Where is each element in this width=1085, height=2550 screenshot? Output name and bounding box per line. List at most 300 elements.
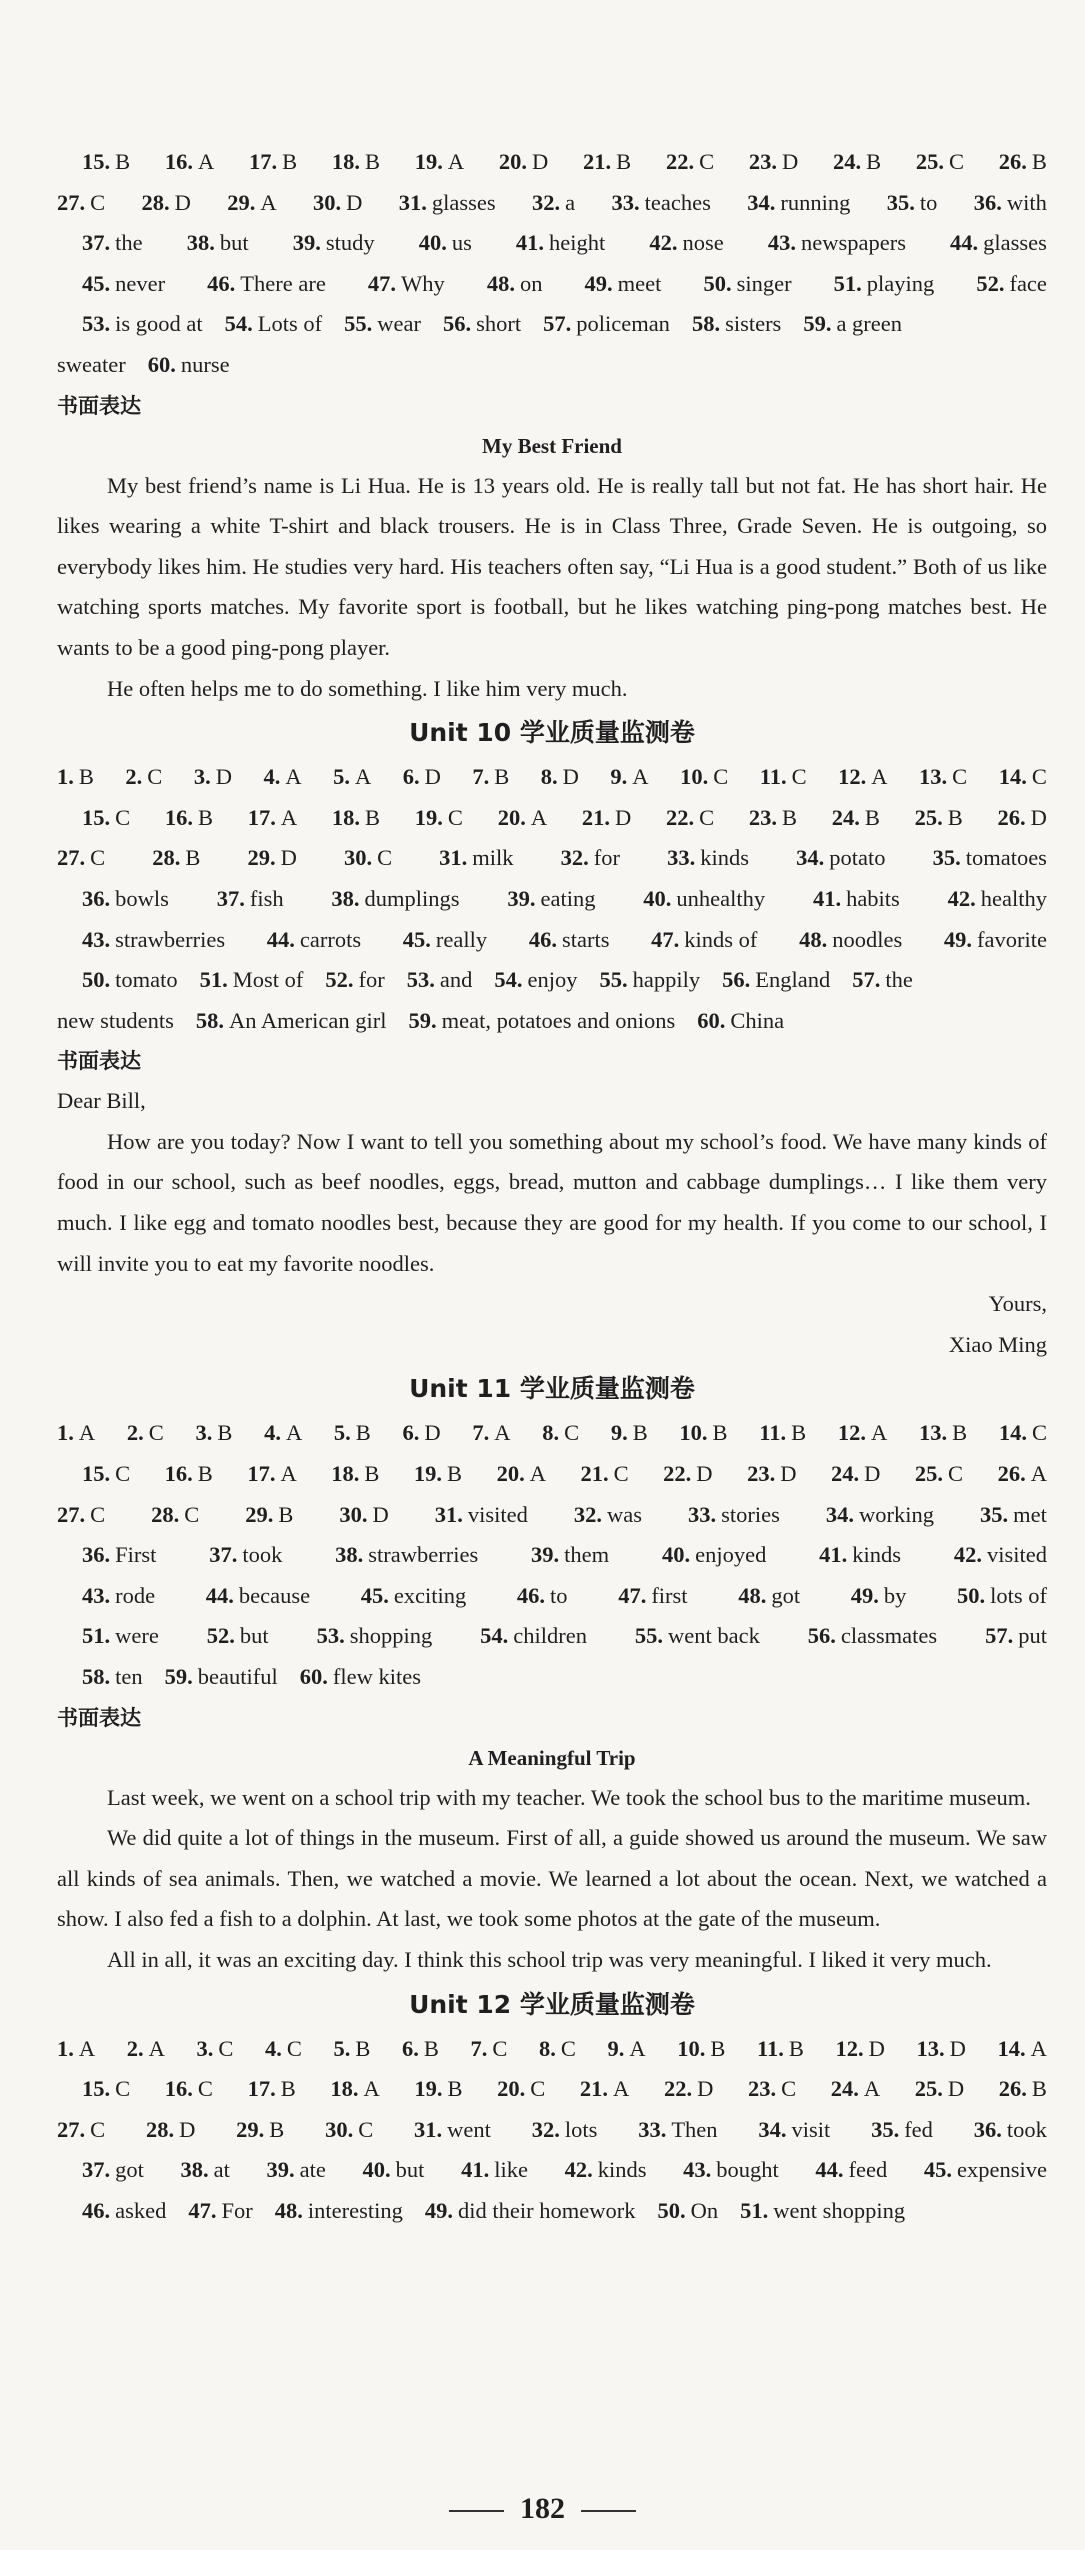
answer-item [419, 223, 472, 264]
answer-item [638, 2110, 717, 2151]
answer-number: 55. [344, 311, 373, 337]
answer-number: 13. [919, 764, 948, 790]
answer-item [997, 2029, 1046, 2070]
answer-number: 39. [531, 1542, 560, 1568]
answer-item [82, 2191, 166, 2232]
answer-row [57, 264, 1047, 305]
answer-text: noodles [832, 926, 903, 952]
answer-text: feed [848, 2157, 888, 2183]
answer-number: 11. [759, 764, 787, 790]
answer-row [57, 920, 1047, 961]
answer-item [403, 920, 487, 961]
answer-text: B [365, 149, 381, 174]
answer-item [57, 183, 105, 224]
answer-text: C [148, 1420, 164, 1446]
answer-item [209, 1535, 282, 1576]
answer-item [740, 2191, 905, 2232]
answer-item [82, 879, 169, 920]
answer-text: did their homework [457, 2197, 636, 2223]
answer-number: 52. [325, 967, 354, 993]
answer-text: Most of [232, 967, 304, 993]
answer-number: 7. [472, 1420, 490, 1446]
answer-item [747, 1454, 796, 1495]
answer-text: for [358, 967, 385, 993]
answer-item [916, 142, 964, 183]
answer-number: 50. [956, 1582, 986, 1608]
answer-item [722, 960, 830, 1001]
answer-number: 41. [812, 885, 842, 911]
answer-text: A [285, 764, 302, 790]
answer-text: A [529, 1461, 546, 1487]
answer-number: 10. [680, 764, 709, 790]
answer-item [267, 920, 361, 961]
answer-text: enjoyed [695, 1542, 767, 1568]
answer-item [443, 304, 521, 345]
answer-text: D [280, 845, 297, 871]
answer-number: 57. [852, 967, 881, 993]
answer-number: 2. [126, 1420, 144, 1446]
answer-item [331, 1454, 379, 1495]
answer-text: Then [671, 2116, 718, 2142]
answer-text: D [1030, 804, 1047, 830]
answer-item [333, 2029, 370, 2070]
answer-text: D [949, 2035, 966, 2061]
answer-number: 48. [486, 270, 515, 296]
unit11-answer-block [57, 1413, 1047, 1697]
answer-number: 4. [263, 764, 281, 790]
unit12-heading: Unit 12 学业质量监测卷 [409, 1989, 695, 2019]
answer-number: 19. [414, 149, 443, 174]
answer-number: 21. [583, 149, 612, 174]
answer-item [125, 757, 162, 798]
answer-text: singer [736, 270, 792, 296]
answer-number: 5. [333, 2035, 351, 2061]
answer-item [831, 1454, 880, 1495]
answer-text: B [365, 804, 381, 830]
answer-item [919, 757, 967, 798]
answer-text: B [864, 804, 880, 830]
answer-number: 6. [401, 2035, 419, 2061]
answer-item [206, 1576, 310, 1617]
answer-number: 17. [247, 1461, 276, 1487]
answer-item [248, 798, 297, 839]
answer-text: habits [846, 885, 900, 911]
answer-text: playing [866, 270, 935, 296]
answer-item [399, 183, 496, 224]
answer-item [813, 879, 900, 920]
answer-number: 37. [209, 1542, 238, 1568]
answer-number: 38. [186, 230, 215, 256]
answer-item [834, 264, 935, 305]
answer-text: B [78, 764, 94, 790]
answer-item [950, 223, 1047, 264]
answer-text: B [355, 1420, 371, 1446]
answer-text: milk [472, 845, 514, 871]
answer-item [472, 757, 509, 798]
answer-text: C [948, 149, 964, 174]
essay-paragraph: We did quite a lot of things in the museum. First of all, a guide showed us around the museum. We saw all kinds of sea animals. Then, we watched a movie. We learned a lot about the ocean. Next, we watched a show. I also fed a fish to a dolphin. At last, we took some photos at the gate of the museum. [57, 1825, 1047, 1932]
answer-text: dumplings [364, 885, 460, 911]
answer-item [247, 838, 296, 879]
essay-title: A Meaningful Trip [468, 1745, 636, 1770]
answer-row [57, 142, 1047, 183]
answer-text: B [198, 804, 214, 830]
answer-item [57, 2029, 95, 2070]
answer-item [165, 142, 214, 183]
answer-number: 52. [206, 1623, 235, 1649]
answer-number: 11. [756, 2035, 784, 2061]
answer-number: 13. [916, 2035, 945, 2061]
answer-text: kinds [700, 845, 750, 871]
answer-text: C [447, 804, 463, 830]
answer-item [697, 1001, 784, 1042]
answer-number: 58. [82, 1664, 111, 1689]
answer-item [247, 1454, 296, 1495]
answer-number: 10. [677, 2035, 706, 2061]
answer-item [998, 1454, 1047, 1495]
answer-number: 12. [838, 764, 867, 790]
answer-item [267, 2150, 326, 2191]
answer-number: 36. [82, 1542, 111, 1568]
answer-number: 56. [722, 967, 751, 993]
answer-text: but [395, 2157, 425, 2183]
answer-item [344, 304, 421, 345]
answer-number: 16. [164, 804, 194, 830]
answer-text: D [696, 1461, 713, 1487]
answer-text: A [78, 2035, 96, 2061]
answer-text: C [90, 1501, 106, 1527]
answer-text: A [78, 1420, 96, 1446]
answer-number: 29. [247, 845, 276, 871]
answer-item [543, 304, 670, 345]
page-number-dash [581, 2510, 636, 2512]
answer-item [407, 960, 473, 1001]
answer-item [680, 757, 728, 798]
answer-item [677, 2029, 725, 2070]
answer-row [57, 1495, 1047, 1536]
answer-item [472, 1413, 510, 1454]
answer-text: and [439, 967, 473, 993]
answer-item [263, 757, 301, 798]
answer-text: An American girl [229, 1007, 387, 1033]
answer-text: A [198, 149, 215, 174]
answer-text: visited [986, 1542, 1047, 1568]
answer-number: 19. [414, 2076, 443, 2102]
answer-number: 16. [164, 2076, 193, 2102]
answer-number: 56. [807, 1623, 836, 1649]
answer-number: 49. [943, 926, 973, 952]
answer-number: 36. [973, 189, 1002, 215]
answer-text: first [651, 1582, 688, 1608]
answer-text: D [947, 2076, 965, 2102]
answer-number: 51. [833, 270, 862, 296]
answer-number: 41. [461, 2157, 490, 2183]
answer-text: Lots of [257, 311, 323, 337]
answer-item [565, 2150, 647, 2191]
answer-number: 25. [914, 804, 943, 830]
answer-text: C [197, 2076, 213, 2102]
answer-text: shopping [349, 1623, 433, 1649]
answer-item [749, 142, 798, 183]
answer-number: 50. [657, 2197, 686, 2223]
answer-item [408, 1001, 675, 1042]
answer-number: 33. [667, 845, 696, 871]
answer-text: B [217, 1420, 233, 1446]
answer-text: but [219, 230, 249, 256]
answer-text: newspapers [800, 230, 906, 256]
answer-number: 53. [316, 1623, 345, 1649]
answer-text: exciting [393, 1582, 467, 1608]
answer-text: C [184, 1501, 200, 1527]
answer-item [402, 2029, 439, 2070]
answer-number: 21. [580, 1461, 609, 1487]
answer-text: study [325, 230, 375, 256]
answer-number: 27. [57, 2116, 86, 2142]
answer-number: 55. [634, 1623, 664, 1649]
answer-text: C [699, 149, 715, 174]
answer-number: 57. [985, 1623, 1014, 1649]
answer-row [57, 1535, 1047, 1576]
answer-number: 46. [82, 2197, 111, 2223]
answer-text: C [147, 764, 163, 790]
answer-text: height [549, 230, 606, 256]
answer-number: 19. [413, 1461, 443, 1487]
answer-item [313, 183, 362, 224]
answer-number: 39. [507, 885, 536, 911]
answer-text: face [1009, 270, 1047, 296]
answer-text: because [238, 1582, 311, 1608]
answer-number: 11. [759, 1420, 787, 1446]
answer-item [82, 1535, 156, 1576]
answer-item [236, 2110, 284, 2151]
answer-text: C [115, 804, 131, 830]
answer-row [57, 2029, 1047, 2070]
answer-item [195, 1413, 232, 1454]
answer-text: D [215, 764, 232, 790]
answer-text: B [952, 1420, 968, 1446]
answer-number: 25. [914, 1461, 944, 1487]
answer-item [948, 879, 1047, 920]
answer-text: healthy [980, 885, 1047, 911]
letter-closing: Yours, [988, 1291, 1047, 1317]
answer-item [248, 2069, 296, 2110]
answer-number: 22. [665, 149, 695, 174]
answer-text: C [1031, 764, 1047, 790]
answer-number: 37. [82, 230, 111, 256]
answer-text: D [781, 149, 799, 174]
answer-number: 7. [470, 2035, 488, 2061]
answer-item [974, 183, 1047, 224]
answer-text: A [629, 2035, 646, 2061]
answer-number: 54. [480, 1623, 509, 1649]
answer-number: 1. [57, 2035, 74, 2061]
answer-text: potato [829, 845, 886, 871]
answer-item [692, 304, 781, 345]
answer-text: classmates [840, 1623, 938, 1649]
answer-text: B [947, 804, 963, 830]
answer-number: 39. [292, 230, 321, 256]
answer-number: 59. [803, 311, 832, 337]
answer-item [82, 304, 203, 345]
answer-row [57, 304, 1047, 345]
answer-text: beautiful [197, 1664, 278, 1689]
answer-number: 28. [141, 189, 170, 215]
answer-number: 54. [494, 967, 523, 993]
answer-item [82, 960, 178, 1001]
answer-item [532, 2110, 598, 2151]
answer-number: 15. [82, 2076, 111, 2102]
answer-row [57, 1413, 1047, 1454]
answer-item [82, 2069, 130, 2110]
answer-item [803, 304, 902, 345]
answer-item [703, 264, 791, 305]
answer-item [600, 960, 701, 1001]
answer-item [403, 1413, 441, 1454]
answer-number: 25. [915, 149, 944, 174]
answer-text: happily [632, 967, 701, 993]
answer-item [738, 1576, 800, 1617]
answer-item [363, 2150, 425, 2191]
answer-number: 31. [398, 189, 427, 215]
answer-number: 18. [331, 804, 361, 830]
answer-number: 47. [367, 270, 397, 296]
answer-text: A [871, 764, 888, 790]
answer-text: D [868, 2035, 885, 2061]
answer-text: C [952, 764, 968, 790]
answer-item [760, 757, 807, 798]
answer-number: 40. [418, 230, 447, 256]
answer-number: 17. [247, 804, 276, 830]
unit10-answer-block [57, 757, 1047, 1041]
answer-number: 59. [408, 1007, 437, 1033]
answer-text: a green [836, 311, 903, 337]
answer-item [181, 2150, 230, 2191]
answer-number: 46. [516, 1582, 546, 1608]
answer-item [425, 2191, 636, 2232]
answer-number: 23. [748, 804, 777, 830]
answer-item [415, 798, 463, 839]
answer-text: enjoy [527, 967, 578, 993]
answer-text: B [791, 1420, 807, 1446]
answer-text: C [286, 2035, 302, 2061]
answer-item [497, 2069, 545, 2110]
answer-item [517, 1576, 568, 1617]
answer-number: 30. [313, 189, 342, 215]
answer-number: 23. [748, 149, 777, 174]
unit11-heading: Unit 11 学业质量监测卷 [409, 1374, 695, 1404]
answer-number: 46. [528, 926, 557, 952]
answer-item [666, 142, 714, 183]
answer-item [757, 2029, 804, 2070]
answer-text: a [565, 189, 576, 215]
answer-text: got [771, 1582, 801, 1608]
answer-number: 51. [199, 967, 228, 993]
answer-row [57, 1576, 1047, 1617]
answer-item [832, 798, 880, 839]
answer-text: put [1018, 1623, 1047, 1649]
answer-text: B [197, 1461, 213, 1487]
answer-row [57, 223, 1047, 264]
page-number-value: 182 [520, 2492, 565, 2525]
answer-number: 21. [581, 804, 610, 830]
answer-text: but [239, 1623, 269, 1649]
answer-number: 16. [164, 1461, 193, 1487]
answer-number: 48. [274, 2197, 303, 2223]
answer-text: on [519, 270, 543, 296]
writing-label: 书面表达 [57, 393, 141, 418]
answer-item [82, 2150, 144, 2191]
answer-item [611, 1413, 648, 1454]
answer-item [610, 757, 648, 798]
answer-item [146, 2110, 195, 2151]
answer-number: 54. [224, 311, 253, 337]
answer-number: 43. [82, 1582, 111, 1608]
answer-text: flew kites [332, 1664, 421, 1689]
answer-text: A [494, 1420, 511, 1446]
answer-text: B [710, 2035, 726, 2061]
answer-item [487, 264, 543, 305]
answer-item [187, 223, 249, 264]
answer-number: 17. [247, 2076, 276, 2102]
answer-number: 38. [335, 1542, 364, 1568]
answer-item [344, 838, 392, 879]
answer-item [142, 183, 191, 224]
answer-number: 28. [152, 845, 181, 871]
page-content [57, 142, 1047, 2232]
answer-text: really [435, 926, 488, 952]
answer-text: was [607, 1501, 643, 1527]
answer-number: 27. [57, 189, 86, 215]
answer-text: D [179, 2116, 196, 2142]
answer-number: 44. [266, 926, 295, 952]
answer-item [954, 1535, 1047, 1576]
answer-text: C [560, 2035, 576, 2061]
answer-row [57, 2150, 1047, 2191]
answer-item [331, 879, 459, 920]
answer-item [148, 345, 230, 386]
answer-text: teaches [644, 189, 711, 215]
answer-item [758, 2110, 830, 2151]
answer-item [580, 2069, 629, 2110]
writing-label: 书面表达 [57, 1049, 141, 1074]
answer-item [539, 2029, 576, 2070]
answer-item [217, 879, 284, 920]
answer-item [583, 142, 631, 183]
answer-number: 40. [362, 2157, 391, 2183]
answer-number: 23. [747, 1461, 776, 1487]
answer-number: 42. [947, 885, 976, 911]
answer-text: C [613, 1461, 629, 1487]
answer-text: A [363, 2076, 380, 2102]
answer-number: 31. [439, 845, 468, 871]
answer-item [82, 142, 130, 183]
answer-text: like [494, 2157, 528, 2183]
answer-text: B [632, 1420, 648, 1446]
answer-text: B [447, 1461, 463, 1487]
answer-text: to [919, 189, 938, 215]
answer-item [747, 183, 850, 224]
answer-item [507, 879, 595, 920]
answer-item [127, 1413, 164, 1454]
answer-text: A [871, 1420, 888, 1446]
answer-text: B [712, 1420, 728, 1446]
answer-item [643, 879, 765, 920]
answer-number: 48. [738, 1582, 767, 1608]
answer-number: 44. [950, 230, 979, 256]
answer-text: For [221, 2197, 253, 2223]
answer-number: 43. [683, 2157, 712, 2183]
answer-number: 31. [434, 1501, 463, 1527]
